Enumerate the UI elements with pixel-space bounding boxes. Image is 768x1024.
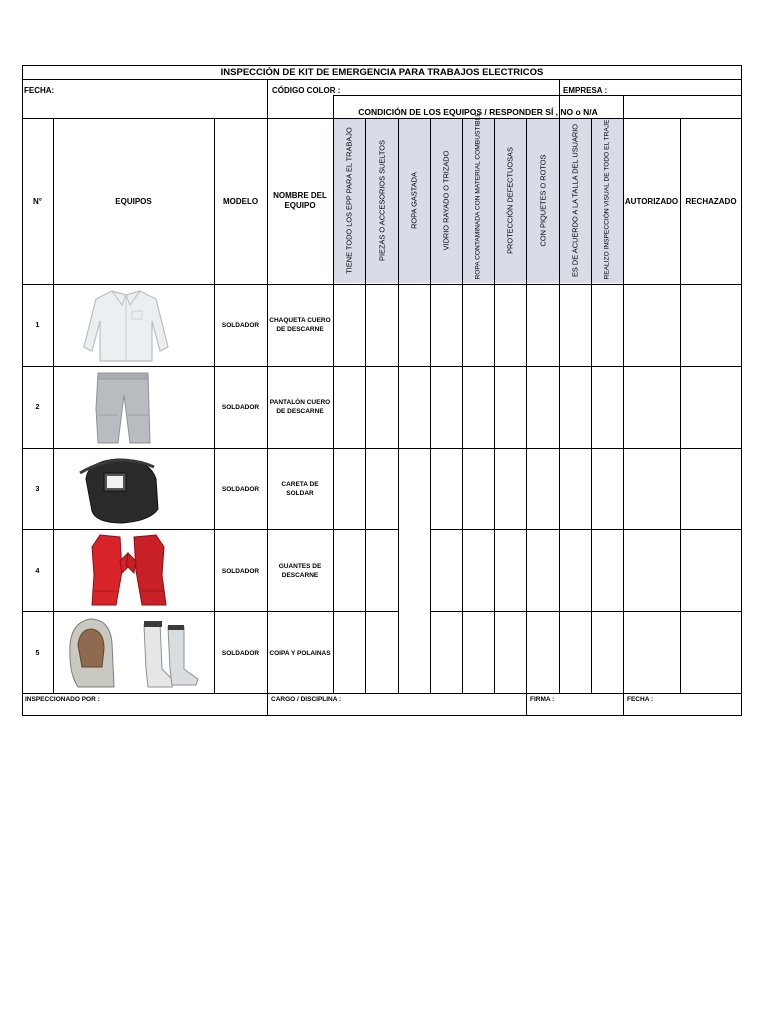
row-5-nombre: [267, 643, 333, 663]
row-4-nombre: [267, 561, 333, 581]
row-3-nombre-line1: CARETA DE SOLDAR: [281, 481, 319, 497]
row-2-nombre: [267, 397, 333, 417]
condition-header-7: ES DE ACUERDO A LA TALLA DEL USUARIO: [570, 123, 580, 278]
column-header-modelo: MODELO: [222, 196, 259, 206]
row-4-modelo: SOLDADOR: [221, 567, 260, 575]
row-5-modelo: SOLDADOR: [221, 649, 260, 657]
row-1-nombre-line2: DE DESCARNE: [276, 326, 324, 333]
condition-header-4: ROPA CONTAMINADA CON MATERIAL COMBUSTIBLE: [474, 112, 482, 280]
column-header-autorizado: AUTORIZADO: [624, 196, 679, 206]
footer-inspeccionado-label: INSPECCIONADO POR :: [25, 696, 100, 703]
row-1-modelo: SOLDADOR: [221, 321, 260, 329]
condition-header-2: ROPA GASTADA: [409, 172, 419, 229]
condition-header-1: PIEZAS O ACCESORIOS SUELTOS: [377, 140, 387, 261]
condition-header-0: TIENE TODO LOS EPP PARA EL TRABAJO: [344, 127, 354, 274]
row-1-number: 1: [35, 321, 40, 329]
codigo-color-label: CÓDIGO COLOR :: [272, 86, 341, 95]
row-4-nombre-line1: GUANTES DE: [278, 563, 322, 570]
column-header-equipos: EQUIPOS: [115, 196, 152, 206]
condition-header-5: PROTECCIÓN DEFECTUOSAS: [505, 147, 515, 254]
column-header-nombre: [267, 189, 333, 213]
row-2-number: 2: [35, 403, 40, 411]
jacket-icon: [80, 287, 172, 364]
column-header-n: N°: [33, 196, 42, 206]
footer-firma-label: FIRMA :: [530, 696, 555, 703]
row-3-nombre: [267, 479, 333, 499]
row-2-nombre-line1: PANTALÓN CUERO: [269, 399, 331, 406]
empresa-label: EMPRESA :: [563, 86, 608, 95]
column-header-nombre-line2: EQUIPO: [284, 201, 316, 210]
gloves-icon: [86, 531, 172, 609]
footer-fecha-label: FECHA :: [627, 696, 654, 703]
welding-mask-icon: [78, 453, 162, 525]
row-1-nombre-line1: CHAQUETA CUERO: [269, 317, 331, 324]
column-header-rechazado: RECHAZADO: [685, 196, 737, 206]
footer-cargo-label: CARGO / DISCIPLINA :: [271, 696, 342, 703]
row-4-nombre-line2: DESCARNE: [281, 572, 319, 579]
fecha-label: FECHA:: [24, 86, 55, 95]
hood-and-leggings-icon: [64, 615, 204, 691]
condition-header-3: VIDRIO RAYADO O TRIZADO: [441, 150, 451, 251]
row-4-number: 4: [35, 567, 40, 575]
inspection-form: [22, 65, 742, 716]
row-5-nombre-line1: COIPA Y POLAINAS: [269, 649, 331, 657]
condition-header: CONDICIÓN DE LOS EQUIPOS / RESPONDER SÍ , NO o N/A: [358, 107, 598, 117]
condition-header-6: CON PIQUETES O ROTOS: [538, 154, 548, 247]
row-3-number: 3: [35, 485, 40, 493]
form-title: INSPECCIÓN DE KIT DE EMERGENCIA PARA TRABAJOS ELECTRICOS: [220, 67, 544, 78]
row-1-nombre: [267, 315, 333, 335]
pants-icon: [92, 369, 154, 445]
row-3-modelo: SOLDADOR: [221, 485, 260, 493]
row-5-number: 5: [35, 649, 40, 657]
row-2-modelo: SOLDADOR: [221, 403, 260, 411]
row-2-nombre-line2: DE DESCARNE: [276, 408, 324, 415]
column-header-nombre-line1: NOMBRE DEL: [273, 191, 327, 200]
condition-header-8: REALIZO INSPECCIÓN VISUAL DE TODO EL TRAJE: [603, 119, 611, 280]
